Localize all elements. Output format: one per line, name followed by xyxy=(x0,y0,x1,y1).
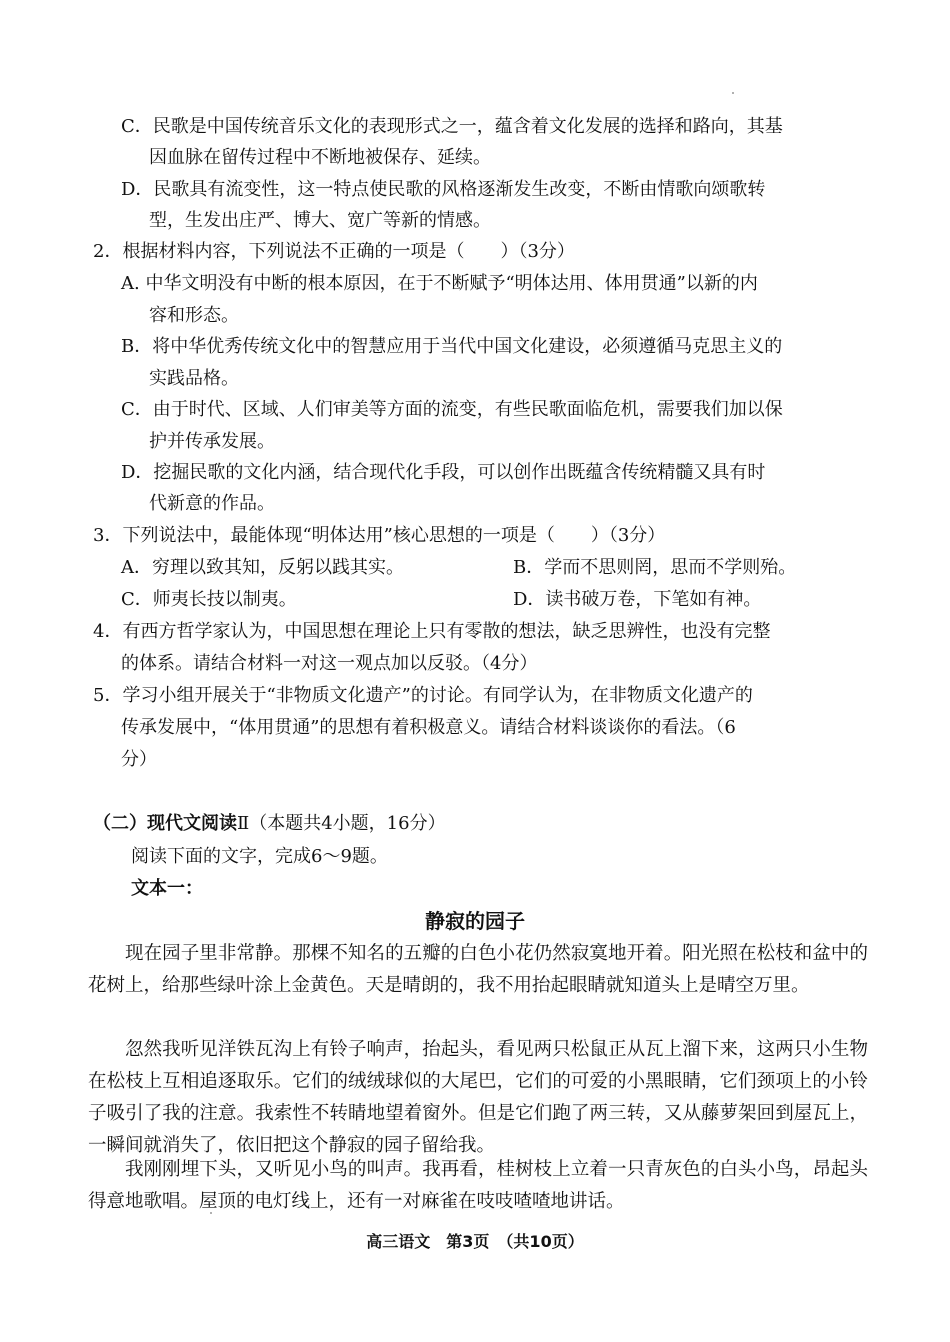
q4-line1: 4．有西方哲学家认为，中国思想在理论上只有零散的想法，缺乏思辨性，也没有完整 xyxy=(93,621,771,642)
q2-option-d-line1: D．挖掘民歌的文化内涵，结合现代化手段，可以创作出既蕴含传统精髓又具有时 xyxy=(121,462,766,483)
q5-line3: 分） xyxy=(121,749,157,770)
q3-stem: 3．下列说法中，最能体现“明体达用”核心思想的一项是（ ）（3分） xyxy=(93,525,666,546)
q2-stem: 2．根据材料内容，下列说法不正确的一项是（ ）（3分） xyxy=(93,241,575,262)
q2-option-a-line2: 容和形态。 xyxy=(149,305,239,326)
q3-option-c: C．师夷长技以制夷。 xyxy=(121,589,297,610)
scan-speck-2 xyxy=(210,1212,212,1214)
q3-option-b: B．学而不思则罔，思而不学则殆。 xyxy=(513,557,797,578)
section-heading xyxy=(93,812,446,836)
q3-option-d: D．读书破万卷，下笔如有神。 xyxy=(513,589,762,610)
q2-option-a-line1: A. 中华文明没有中断的根本原因，在于不断赋予“明体达用、体用贯通”以新的内 xyxy=(121,273,758,294)
q4-line2: 的体系。请结合材料一对这一观点加以反驳。（4分） xyxy=(121,653,538,674)
text-one-label: 文本一： xyxy=(131,878,203,899)
q3-option-a: A．穷理以致其知，反躬以践其实。 xyxy=(121,557,404,578)
scan-speck xyxy=(732,92,734,94)
q1-option-c-line2: 因血脉在留传过程中不断地被保存、延续。 xyxy=(149,147,491,168)
section-heading-bold: （二）现代文阅读 xyxy=(93,813,237,834)
section-heading-rest: Ⅱ（本题共4小题，16分） xyxy=(237,813,446,834)
article-paragraph-1: 现在园子里非常静。那棵不知名的五瓣的白色小花仍然寂寞地开着。阳光照在松枝和盆中的花树上，给那些绿叶涂上金黄色。天是晴朗的，我不用抬起眼睛就知道头上是晴空万里。 xyxy=(88,943,868,996)
q5-line2: 传承发展中，“体用贯通”的思想有着积极意义。请结合材料谈谈你的看法。（6 xyxy=(121,717,736,738)
q2-option-b-line2: 实践品格。 xyxy=(149,368,239,389)
article-paragraph-2: 忽然我听见洋铁瓦沟上有铃子响声，抬起头，看见两只松鼠正从瓦上溜下来，这两只小生物在松枝上互相追逐取乐。它们的绒绒球似的大尾巴，它们的可爱的小黑眼睛，它们颈项上的小铃子吸引了我的注意。我索性不转睛地望着窗外。但是它们跑了两三转，又从藤萝架回到屋瓦上，一瞬间就消失了，依旧把这个静寂的园子留给我。 xyxy=(88,1039,868,1156)
q5-line1: 5．学习小组开展关于“非物质文化遗产”的讨论。有同学认为，在非物质文化遗产的 xyxy=(93,685,753,706)
q2-option-d-line2: 代新意的作品。 xyxy=(149,493,275,514)
section-instruction: 阅读下面的文字，完成6～9题。 xyxy=(131,846,388,867)
article-paragraph-3: 我刚刚埋下头，又听见小鸟的叫声。我再看，桂树枝上立着一只青灰色的白头小鸟，昂起头得意地歌唱。屋顶的电灯线上，还有一对麻雀在吱吱喳喳地讲话。 xyxy=(88,1159,868,1212)
q1-option-c-line1: C．民歌是中国传统音乐文化的表现形式之一，蕴含着文化发展的选择和路向，其基 xyxy=(121,116,783,137)
q2-option-b-line1: B．将中华优秀传统文化中的智慧应用于当代中国文化建设，必须遵循马克思主义的 xyxy=(121,336,783,357)
q2-option-c-line1: C．由于时代、区域、人们审美等方面的流变，有些民歌面临危机，需要我们加以保 xyxy=(121,399,783,420)
page-footer: 高三语文 第3页 （共10页） xyxy=(366,1232,584,1251)
q2-option-c-line2: 护并传承发展。 xyxy=(149,431,275,452)
q1-option-d-line2: 型，生发出庄严、博大、宽广等新的情感。 xyxy=(149,210,491,231)
q1-option-d-line1: D．民歌具有流变性，这一特点使民歌的风格逐渐发生改变，不断由情歌向颂歌转 xyxy=(121,179,766,200)
article-title: 静寂的园子 xyxy=(425,909,525,933)
